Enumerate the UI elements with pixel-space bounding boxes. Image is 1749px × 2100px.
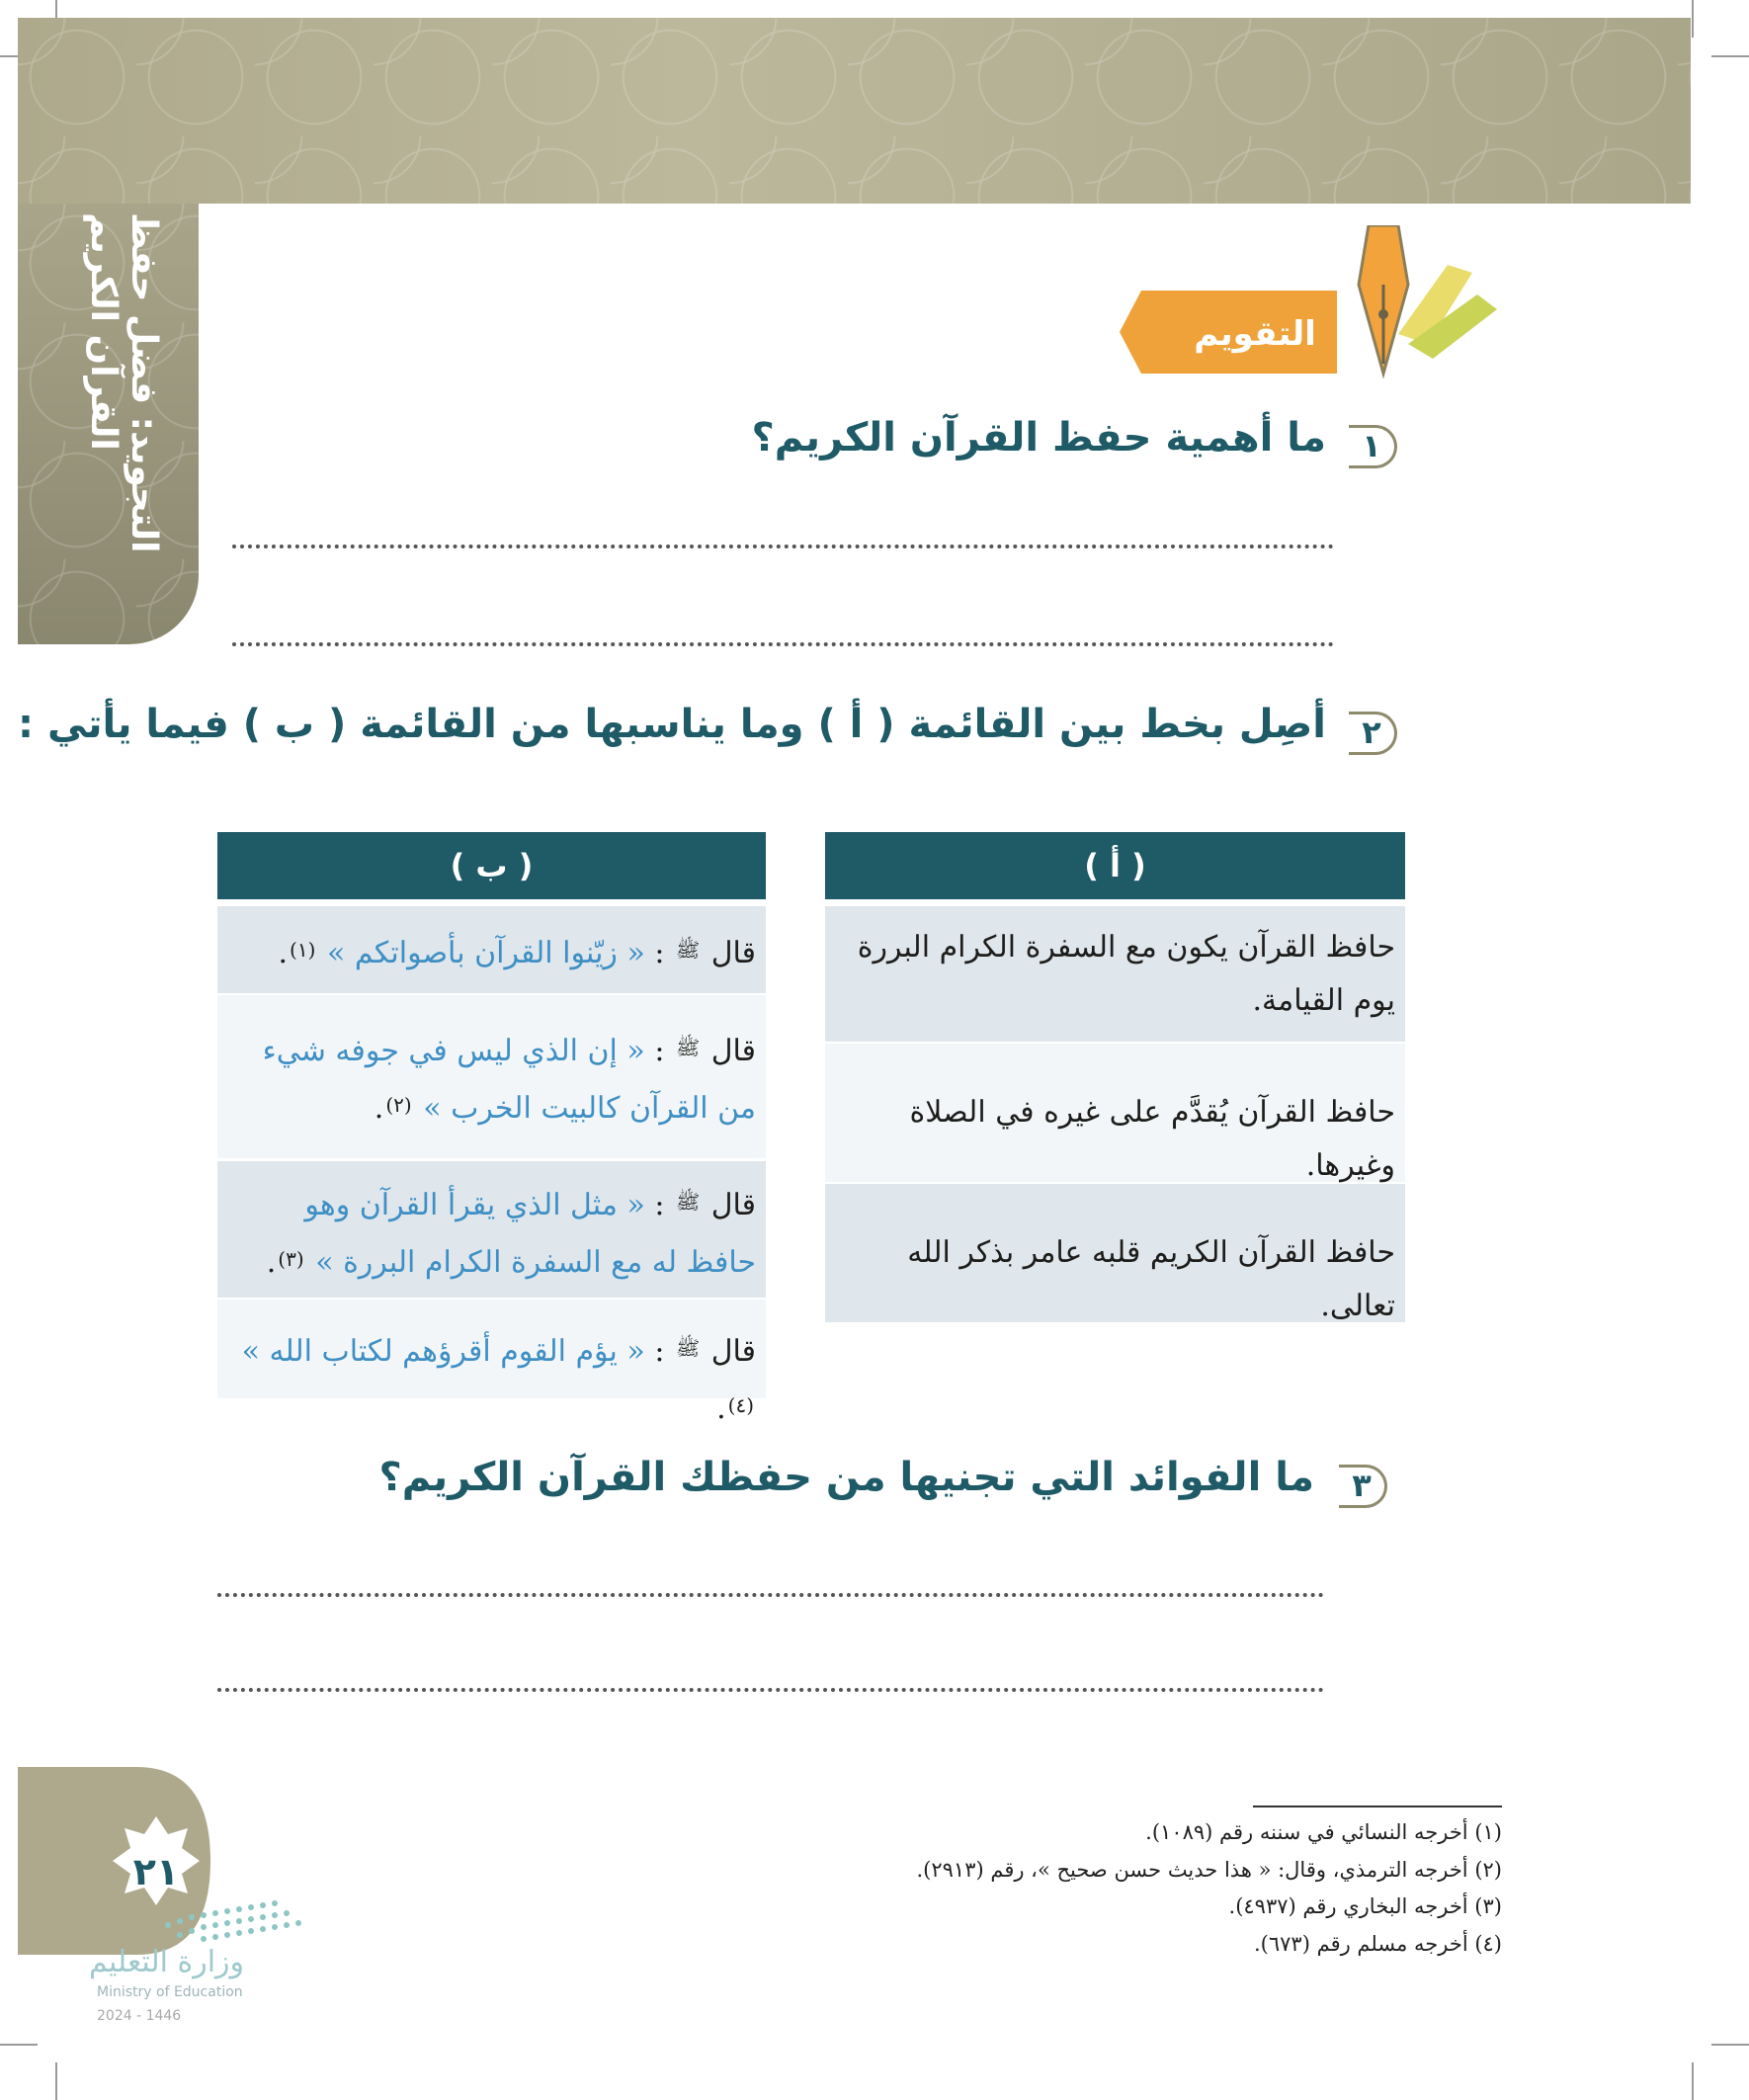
footnote: (٢) أخرجه الترمذي، وقال: « هذا حديث حسن صحيح »، رقم (٢٩١٣). bbox=[916, 1858, 1502, 1882]
hadith-prefix: قال bbox=[710, 1188, 756, 1222]
answer-line[interactable] bbox=[217, 1688, 1324, 1692]
table-cell[interactable]: حافظ القرآن يُقدَّم على غيره في الصلاة وغيرها. bbox=[825, 1044, 1405, 1182]
section-title: التقويم bbox=[1194, 314, 1316, 354]
footnote: (١) أخرجه النسائي في سننه رقم (١٠٨٩). bbox=[1145, 1820, 1502, 1844]
table-cell[interactable] bbox=[217, 1161, 766, 1298]
edition-year: 2024 - 1446 bbox=[97, 2008, 182, 2024]
separator: : bbox=[654, 1334, 665, 1369]
ministry-name-arabic: وزارة التعليم bbox=[89, 1945, 245, 1979]
footnote-ref: (٤) bbox=[727, 1393, 754, 1417]
honorific-glyph: ﷺ bbox=[676, 938, 701, 962]
crop-mark bbox=[1711, 2044, 1749, 2046]
hadith-prefix: قال bbox=[710, 1334, 756, 1369]
crop-mark bbox=[1692, 2062, 1694, 2100]
table-cell[interactable] bbox=[217, 1300, 766, 1426]
hadith-prefix: قال bbox=[710, 936, 756, 970]
pen-nib-icon bbox=[1309, 225, 1507, 387]
crop-mark bbox=[0, 2044, 38, 2046]
question-number: ٢ bbox=[1349, 712, 1397, 755]
end-mark: . bbox=[266, 1245, 277, 1280]
ministry-name-english: Ministry of Education bbox=[97, 1984, 243, 2000]
table-cell[interactable] bbox=[217, 906, 766, 993]
footnote-divider bbox=[1253, 1806, 1502, 1807]
separator: : bbox=[654, 1188, 665, 1222]
honorific-glyph: ﷺ bbox=[676, 1336, 701, 1360]
hadith-quote: « مثل الذي يقرأ القرآن وهو حافظ له مع السفرة الكرام البررة » bbox=[304, 1188, 756, 1280]
answer-line[interactable] bbox=[217, 1593, 1324, 1597]
table-cell[interactable] bbox=[217, 995, 766, 1158]
footnote: (٣) أخرجه البخاري رقم (٤٩٣٧). bbox=[1228, 1894, 1502, 1918]
side-title: التجويد: فضل حفظ القرآن الكريم bbox=[83, 212, 164, 553]
footnote: (٤) أخرجه مسلم رقم (٦٧٣). bbox=[1254, 1932, 1502, 1956]
question-text: ما أهمية حفظ القرآن الكريم؟ bbox=[751, 415, 1326, 461]
footnote-ref: (٣) bbox=[278, 1247, 304, 1271]
answer-line[interactable] bbox=[232, 642, 1334, 646]
hadith-quote: « يؤم القوم أقرؤهم لكتاب الله » bbox=[241, 1334, 645, 1369]
footnote-ref: (١) bbox=[290, 938, 316, 962]
crop-mark bbox=[1692, 0, 1694, 38]
question-number: ٣ bbox=[1339, 1465, 1387, 1508]
hadith-quote: « إن الذي ليس في جوفه شيء من القرآن كالبيت الخرب » bbox=[262, 1034, 756, 1126]
header-band bbox=[18, 18, 1691, 204]
table-cell[interactable]: حافظ القرآن يكون مع السفرة الكرام البررة يوم القيامة. bbox=[825, 906, 1405, 1042]
dotted-logo-icon bbox=[158, 1895, 331, 1951]
hadith-quote: « زيّنوا القرآن بأصواتكم » bbox=[326, 936, 645, 970]
question-number: ١ bbox=[1349, 425, 1397, 468]
table-cell[interactable]: حافظ القرآن الكريم قلبه عامر بذكر الله تعالى. bbox=[825, 1184, 1405, 1322]
end-mark: . bbox=[278, 936, 289, 970]
question-text: ما الفوائد التي تجنيها من حفظك القرآن الكريم؟ bbox=[378, 1455, 1314, 1500]
footnote-ref: (٢) bbox=[385, 1093, 412, 1117]
crop-mark bbox=[55, 2062, 57, 2100]
separator: : bbox=[654, 936, 665, 970]
honorific-glyph: ﷺ bbox=[676, 1036, 701, 1059]
column-b-header: ( ب ) bbox=[217, 832, 766, 899]
separator: : bbox=[654, 1034, 665, 1068]
crop-mark bbox=[1711, 55, 1749, 57]
question-text: أصِل بخط بين القائمة ( أ ) وما يناسبها من القائمة ( ب ) فيما يأتي : bbox=[18, 702, 1326, 747]
column-a-header: ( أ ) bbox=[825, 832, 1405, 899]
hadith-prefix: قال bbox=[710, 1034, 756, 1068]
honorific-glyph: ﷺ bbox=[676, 1190, 701, 1214]
answer-line[interactable] bbox=[232, 545, 1334, 548]
end-mark: . bbox=[716, 1391, 726, 1426]
page-number: ٢١ bbox=[132, 1850, 180, 1893]
end-mark: . bbox=[374, 1091, 384, 1126]
